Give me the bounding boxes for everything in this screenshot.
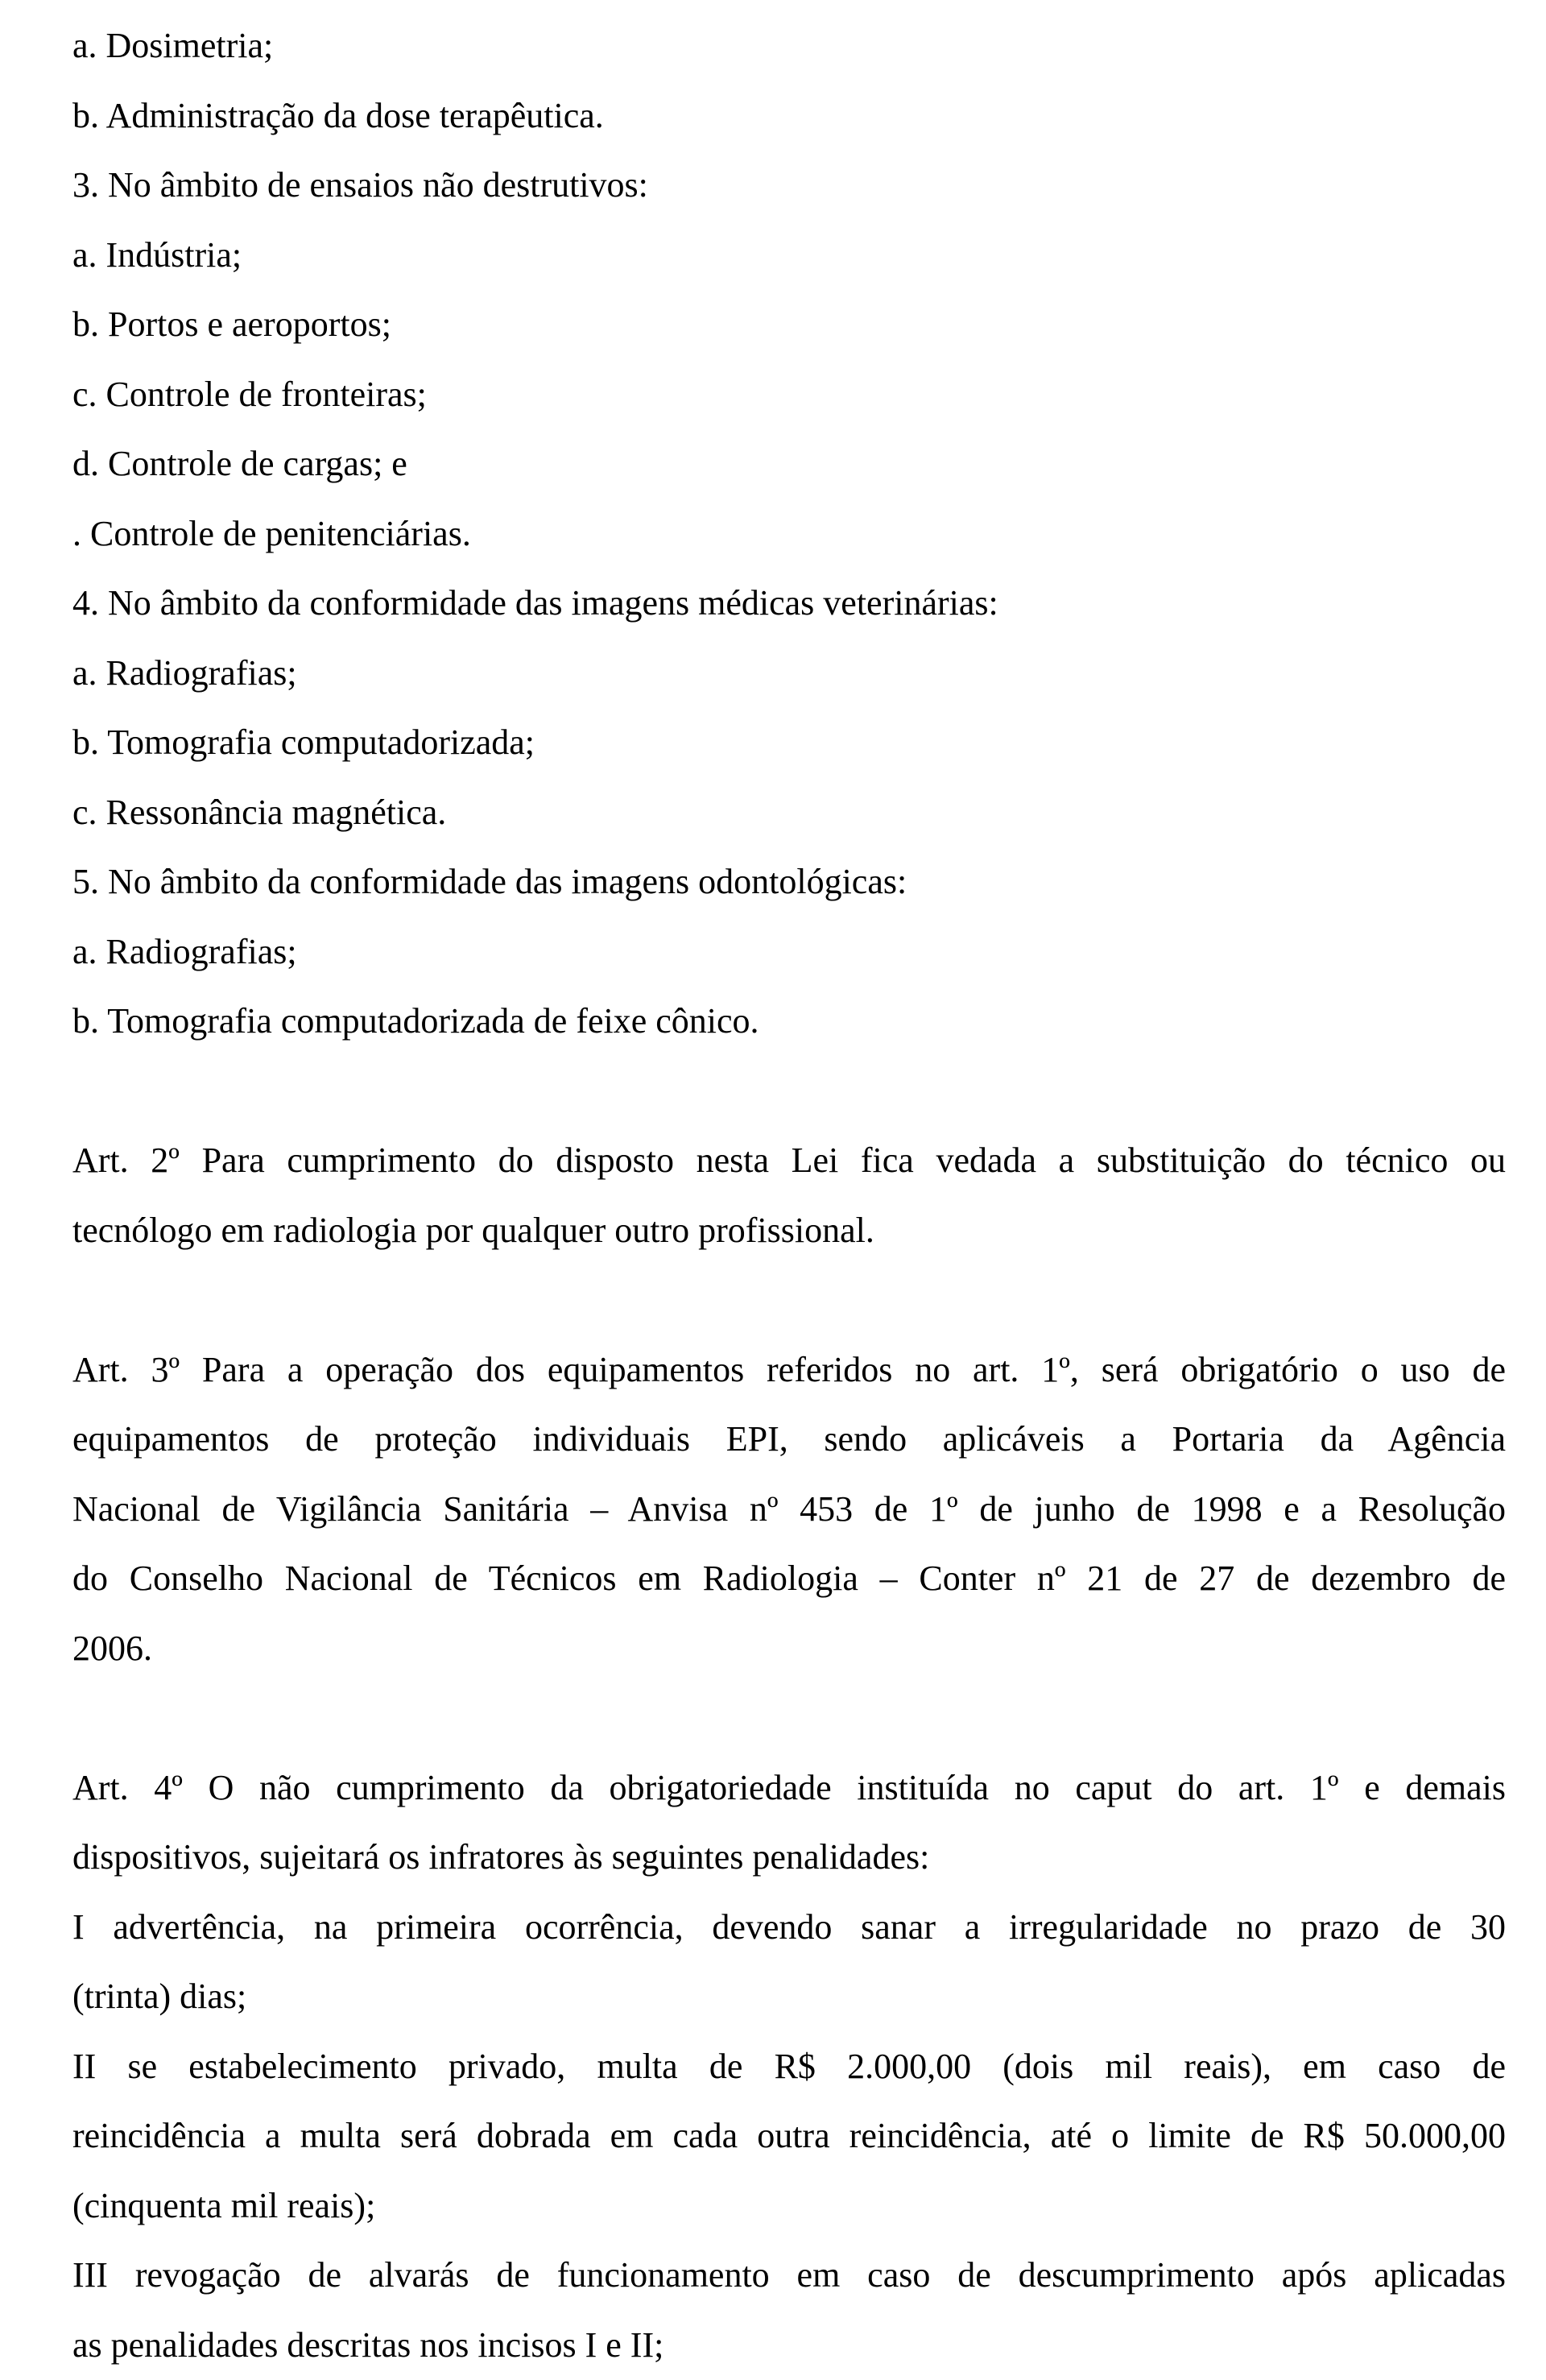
paragraph-gap xyxy=(72,1683,1506,1753)
paragraph-gap xyxy=(72,1265,1506,1335)
article-4-line: dispositivos, sujeitará os infratores às seguintes penalidades: xyxy=(72,1823,1506,1893)
article-2-line: tecnólogo em radiologia por qualquer outro profissional. xyxy=(72,1196,1506,1266)
list-item: 4. No âmbito da conformidade das imagens médicas veterinárias: xyxy=(72,569,1506,639)
list-item: a. Radiografias; xyxy=(72,917,1506,987)
article-3-line: 2006. xyxy=(72,1614,1506,1684)
list-item: 5. No âmbito da conformidade das imagens odontológicas: xyxy=(72,847,1506,917)
article-3 xyxy=(72,1335,1506,1684)
article-4-line: as penalidades descritas nos incisos I e II; xyxy=(72,2311,1506,2380)
list-item: b. Portos e aeroportos; xyxy=(72,290,1506,360)
article-4-line: reincidência a multa será dobrada em cada outra reincidência, até o limite de R$ 50.000,00 xyxy=(72,2101,1506,2171)
article-2-line: Art. 2º Para cumprimento do disposto nesta Lei fica vedada a substituição do técnico ou xyxy=(72,1126,1506,1196)
article-4-line: II se estabelecimento privado, multa de R$ 2.000,00 (dois mil reais), em caso de xyxy=(72,2032,1506,2102)
article-3-line: do Conselho Nacional de Técnicos em Radiologia – Conter nº 21 de 27 de dezembro de xyxy=(72,1544,1506,1614)
article-4-line: III revogação de alvarás de funcionamento em caso de descumprimento após aplicadas xyxy=(72,2241,1506,2311)
article-3-line: Art. 3º Para a operação dos equipamentos referidos no art. 1º, será obrigatório o uso de xyxy=(72,1335,1506,1405)
list-item: . Controle de penitenciárias. xyxy=(72,499,1506,569)
list-item: b. Tomografia computadorizada de feixe cônico. xyxy=(72,987,1506,1057)
list-item: a. Indústria; xyxy=(72,221,1506,291)
list-item: b. Administração da dose terapêutica. xyxy=(72,81,1506,151)
article-4-line: (trinta) dias; xyxy=(72,1962,1506,2032)
list-item: d. Controle de cargas; e xyxy=(72,429,1506,499)
list-item: a. Radiografias; xyxy=(72,639,1506,709)
list-item: 3. No âmbito de ensaios não destrutivos: xyxy=(72,151,1506,221)
list-item: a. Dosimetria; xyxy=(72,11,1506,81)
paragraph-gap xyxy=(72,1057,1506,1127)
article-3-line: Nacional de Vigilância Sanitária – Anvisa nº 453 de 1º de junho de 1998 e a Resolução xyxy=(72,1475,1506,1545)
article-2 xyxy=(72,1126,1506,1265)
article-4-line: (cinquenta mil reais); xyxy=(72,2171,1506,2241)
article-4-line: I advertência, na primeira ocorrência, devendo sanar a irregularidade no prazo de 30 xyxy=(72,1893,1506,1963)
list-section xyxy=(72,11,1506,1057)
article-3-line: equipamentos de proteção individuais EPI, sendo aplicáveis a Portaria da Agência xyxy=(72,1405,1506,1475)
article-4 xyxy=(72,1753,1506,2380)
document-page xyxy=(72,11,1506,2380)
list-item: b. Tomografia computadorizada; xyxy=(72,708,1506,778)
list-item: c. Ressonância magnética. xyxy=(72,778,1506,848)
list-item: c. Controle de fronteiras; xyxy=(72,360,1506,430)
article-4-line: Art. 4º O não cumprimento da obrigatoriedade instituída no caput do art. 1º e demais xyxy=(72,1753,1506,1823)
